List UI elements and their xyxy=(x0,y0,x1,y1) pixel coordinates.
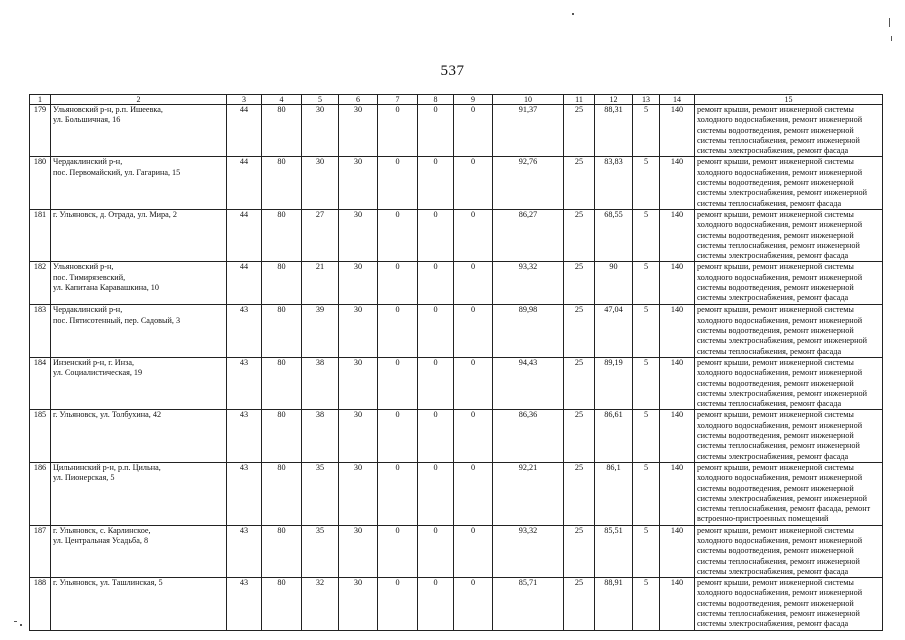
value-c3: 44 xyxy=(227,157,262,209)
value-c4: 80 xyxy=(262,157,302,209)
value-c12: 68,55 xyxy=(595,209,633,261)
row-number: 179 xyxy=(30,105,51,157)
address-line: г. Ульяновск, д. Отрада, ул. Мира, 2 xyxy=(53,209,177,219)
works-line: системы теплоснабжения, ремонт инженерной xyxy=(697,556,860,566)
address-cell xyxy=(51,410,227,462)
value-c7: 0 xyxy=(378,305,418,357)
works-cell xyxy=(695,105,883,157)
value-c8: 0 xyxy=(418,157,454,209)
value-c3: 43 xyxy=(227,525,262,577)
scan-speck xyxy=(572,13,574,15)
value-c10: 94,43 xyxy=(493,357,564,409)
register-table xyxy=(29,94,883,631)
scan-speck xyxy=(14,621,17,622)
works-line: системы электроснабжения, ремонт фасада xyxy=(697,146,849,156)
value-c10: 86,36 xyxy=(493,410,564,462)
value-c9: 0 xyxy=(454,209,493,261)
works-line: системы водоотведения, ремонт инженерной xyxy=(697,178,854,188)
works-line: холодного водоснабжения, ремонт инженерной xyxy=(697,272,863,282)
value-c3: 43 xyxy=(227,462,262,525)
value-c12: 86,61 xyxy=(595,410,633,462)
value-c13: 5 xyxy=(633,305,660,357)
works-line: системы теплоснабжения, ремонт фасада xyxy=(697,198,842,208)
row-number: 185 xyxy=(30,410,51,462)
works-line: системы электроснабжения, ремонт инженерной xyxy=(697,493,867,503)
scan-speck xyxy=(891,36,892,41)
value-c11: 25 xyxy=(564,305,595,357)
value-c6: 30 xyxy=(339,209,378,261)
value-c14: 140 xyxy=(660,157,695,209)
value-c14: 140 xyxy=(660,209,695,261)
works-line: холодного водоснабжения, ремонт инженерной xyxy=(697,315,863,325)
works-line: ремонт крыши, ремонт инженерной системы xyxy=(697,357,854,367)
address-cell xyxy=(51,578,227,630)
value-c7: 0 xyxy=(378,209,418,261)
column-number-4: 4 xyxy=(262,95,302,105)
address-line: пос. Пятисотенный, пер. Садовый, 3 xyxy=(53,315,181,325)
works-line: ремонт крыши, ремонт инженерной системы xyxy=(697,578,854,588)
scan-speck xyxy=(889,18,890,27)
value-c9: 0 xyxy=(454,305,493,357)
column-number-9: 9 xyxy=(454,95,493,105)
value-c10: 92,76 xyxy=(493,157,564,209)
address-cell xyxy=(51,525,227,577)
value-c5: 35 xyxy=(302,525,339,577)
table-row xyxy=(30,462,883,525)
value-c9: 0 xyxy=(454,462,493,525)
value-c11: 25 xyxy=(564,157,595,209)
column-number-7: 7 xyxy=(378,95,418,105)
works-line: системы электроснабжения, ремонт инженерной xyxy=(697,188,867,198)
works-line: холодного водоснабжения, ремонт инженерной xyxy=(697,167,863,177)
value-c9: 0 xyxy=(454,262,493,305)
row-number: 180 xyxy=(30,157,51,209)
value-c7: 0 xyxy=(378,578,418,630)
value-c11: 25 xyxy=(564,462,595,525)
value-c11: 25 xyxy=(564,209,595,261)
value-c5: 38 xyxy=(302,410,339,462)
table-row xyxy=(30,525,883,577)
value-c3: 43 xyxy=(227,410,262,462)
value-c4: 80 xyxy=(262,209,302,261)
works-line: холодного водоснабжения, ремонт инженерной xyxy=(697,115,863,125)
value-c4: 80 xyxy=(262,578,302,630)
works-line: системы водоотведения, ремонт инженерной xyxy=(697,125,854,135)
value-c4: 80 xyxy=(262,410,302,462)
row-number: 184 xyxy=(30,357,51,409)
value-c11: 25 xyxy=(564,410,595,462)
works-cell xyxy=(695,209,883,261)
value-c8: 0 xyxy=(418,262,454,305)
value-c6: 30 xyxy=(339,105,378,157)
address-line: ул. Социалистическая, 19 xyxy=(53,368,143,378)
address-line: Ульяновский р-н, р.п. Ишеевка, xyxy=(53,105,163,114)
value-c13: 5 xyxy=(633,410,660,462)
value-c7: 0 xyxy=(378,462,418,525)
row-number: 182 xyxy=(30,262,51,305)
value-c4: 80 xyxy=(262,305,302,357)
value-c14: 140 xyxy=(660,262,695,305)
works-line: ремонт крыши, ремонт инженерной системы xyxy=(697,209,854,219)
works-line: системы водоотведения, ремонт инженерной xyxy=(697,546,854,556)
value-c5: 38 xyxy=(302,357,339,409)
value-c13: 5 xyxy=(633,578,660,630)
works-line: системы водоотведения, ремонт инженерной xyxy=(697,326,854,336)
value-c4: 80 xyxy=(262,262,302,305)
works-line: ремонт крыши, ремонт инженерной системы xyxy=(697,262,854,272)
value-c11: 25 xyxy=(564,105,595,157)
works-line: ремонт крыши, ремонт инженерной системы xyxy=(697,105,854,114)
works-line: ремонт крыши, ремонт инженерной системы xyxy=(697,305,854,315)
value-c3: 44 xyxy=(227,209,262,261)
value-c9: 0 xyxy=(454,525,493,577)
address-line: ул. Капитана Каравашкина, 10 xyxy=(53,283,159,293)
value-c7: 0 xyxy=(378,157,418,209)
value-c5: 27 xyxy=(302,209,339,261)
value-c14: 140 xyxy=(660,105,695,157)
value-c5: 35 xyxy=(302,462,339,525)
value-c7: 0 xyxy=(378,525,418,577)
value-c6: 30 xyxy=(339,410,378,462)
address-line: пос. Тимирязевский, xyxy=(53,272,126,282)
table-row xyxy=(30,357,883,409)
value-c14: 140 xyxy=(660,462,695,525)
value-c10: 85,71 xyxy=(493,578,564,630)
address-line: ул. Большичная, 16 xyxy=(53,115,121,125)
value-c5: 39 xyxy=(302,305,339,357)
works-line: системы теплоснабжения, ремонт инженерной xyxy=(697,441,860,451)
works-cell xyxy=(695,410,883,462)
value-c4: 80 xyxy=(262,525,302,577)
address-line: Чердаклинский р-н, xyxy=(53,305,123,315)
row-number: 188 xyxy=(30,578,51,630)
column-number-10: 10 xyxy=(493,95,564,105)
value-c7: 0 xyxy=(378,262,418,305)
value-c6: 30 xyxy=(339,525,378,577)
works-line: ремонт крыши, ремонт инженерной системы xyxy=(697,410,854,420)
value-c3: 43 xyxy=(227,578,262,630)
column-number-14: 14 xyxy=(660,95,695,105)
value-c10: 93,32 xyxy=(493,262,564,305)
value-c6: 30 xyxy=(339,357,378,409)
value-c3: 43 xyxy=(227,305,262,357)
works-line: холодного водоснабжения, ремонт инженерной xyxy=(697,588,863,598)
works-cell xyxy=(695,578,883,630)
address-line: ул. Центральная Усадьба, 8 xyxy=(53,535,149,545)
row-number: 186 xyxy=(30,462,51,525)
value-c13: 5 xyxy=(633,462,660,525)
column-number-3: 3 xyxy=(227,95,262,105)
value-c10: 86,27 xyxy=(493,209,564,261)
column-number-12: 12 xyxy=(595,95,633,105)
address-cell xyxy=(51,357,227,409)
value-c3: 43 xyxy=(227,357,262,409)
value-c13: 5 xyxy=(633,262,660,305)
address-cell xyxy=(51,157,227,209)
table-row xyxy=(30,209,883,261)
address-cell xyxy=(51,305,227,357)
value-c12: 86,1 xyxy=(595,462,633,525)
value-c14: 140 xyxy=(660,305,695,357)
address-line: пос. Первомайский, ул. Гагарина, 15 xyxy=(53,167,181,177)
works-line: холодного водоснабжения, ремонт инженерной xyxy=(697,220,863,230)
works-line: системы водоотведения, ремонт инженерной xyxy=(697,431,854,441)
works-line: системы теплоснабжения, ремонт инженерной xyxy=(697,240,860,250)
value-c6: 30 xyxy=(339,462,378,525)
value-c9: 0 xyxy=(454,578,493,630)
address-line: г. Ульяновск, с. Карлинское, xyxy=(53,525,151,535)
table-row xyxy=(30,578,883,630)
works-line: системы электроснабжения, ремонт фасада xyxy=(697,251,849,261)
value-c9: 0 xyxy=(454,157,493,209)
value-c8: 0 xyxy=(418,525,454,577)
value-c12: 90 xyxy=(595,262,633,305)
value-c10: 89,98 xyxy=(493,305,564,357)
column-number-8: 8 xyxy=(418,95,454,105)
row-number: 181 xyxy=(30,209,51,261)
works-line: холодного водоснабжения, ремонт инженерной xyxy=(697,473,863,483)
works-line: системы теплоснабжения, ремонт фасада, ремонт xyxy=(697,504,871,514)
works-line: системы водоотведения, ремонт инженерной xyxy=(697,483,854,493)
value-c13: 5 xyxy=(633,157,660,209)
works-cell xyxy=(695,305,883,357)
works-cell xyxy=(695,525,883,577)
value-c9: 0 xyxy=(454,410,493,462)
scan-speck xyxy=(20,624,22,626)
value-c3: 44 xyxy=(227,105,262,157)
column-number-1: 1 xyxy=(30,95,51,105)
row-number: 187 xyxy=(30,525,51,577)
value-c13: 5 xyxy=(633,525,660,577)
works-line: системы водоотведения, ремонт инженерной xyxy=(697,283,854,293)
value-c8: 0 xyxy=(418,357,454,409)
value-c10: 92,21 xyxy=(493,462,564,525)
table-row xyxy=(30,157,883,209)
works-line: системы водоотведения, ремонт инженерной xyxy=(697,230,854,240)
works-line: системы теплоснабжения, ремонт инженерной xyxy=(697,609,860,619)
works-line: ремонт крыши, ремонт инженерной системы xyxy=(697,157,854,167)
value-c11: 25 xyxy=(564,525,595,577)
column-number-6: 6 xyxy=(339,95,378,105)
address-cell xyxy=(51,105,227,157)
works-line: холодного водоснабжения, ремонт инженерной xyxy=(697,535,863,545)
value-c12: 85,51 xyxy=(595,525,633,577)
value-c9: 0 xyxy=(454,105,493,157)
value-c10: 91,37 xyxy=(493,105,564,157)
works-line: холодного водоснабжения, ремонт инженерной xyxy=(697,420,863,430)
works-line: системы электроснабжения, ремонт фасада xyxy=(697,619,849,629)
value-c7: 0 xyxy=(378,410,418,462)
table-row xyxy=(30,410,883,462)
value-c12: 89,19 xyxy=(595,357,633,409)
value-c9: 0 xyxy=(454,357,493,409)
value-c5: 30 xyxy=(302,105,339,157)
page-number: 537 xyxy=(440,63,465,79)
address-cell xyxy=(51,262,227,305)
value-c11: 25 xyxy=(564,357,595,409)
column-number-5: 5 xyxy=(302,95,339,105)
value-c11: 25 xyxy=(564,578,595,630)
works-line: системы электроснабжения, ремонт инженерной xyxy=(697,336,867,346)
works-cell xyxy=(695,157,883,209)
works-line: системы электроснабжения, ремонт инженерной xyxy=(697,388,867,398)
value-c6: 30 xyxy=(339,305,378,357)
value-c4: 80 xyxy=(262,105,302,157)
address-cell xyxy=(51,209,227,261)
value-c8: 0 xyxy=(418,305,454,357)
address-line: Чердаклинский р-н, xyxy=(53,157,123,167)
value-c13: 5 xyxy=(633,105,660,157)
value-c5: 21 xyxy=(302,262,339,305)
value-c12: 88,91 xyxy=(595,578,633,630)
works-line: системы теплоснабжения, ремонт инженерной xyxy=(697,135,860,145)
works-line: системы электроснабжения, ремонт фасада xyxy=(697,293,849,303)
header-row xyxy=(30,95,883,105)
column-number-13: 13 xyxy=(633,95,660,105)
works-line: ремонт крыши, ремонт инженерной системы xyxy=(697,525,854,535)
value-c3: 44 xyxy=(227,262,262,305)
value-c12: 83,83 xyxy=(595,157,633,209)
address-line: г. Ульяновск, ул. Ташлинская, 5 xyxy=(53,578,163,588)
column-number-2: 2 xyxy=(51,95,227,105)
value-c7: 0 xyxy=(378,105,418,157)
value-c12: 47,04 xyxy=(595,305,633,357)
address-line: г. Ульяновск, ул. Толбухина, 42 xyxy=(53,410,162,420)
table-row xyxy=(30,305,883,357)
column-number-11: 11 xyxy=(564,95,595,105)
address-line: Инзенский р-н, г. Инза, xyxy=(53,357,134,367)
value-c14: 140 xyxy=(660,357,695,409)
value-c8: 0 xyxy=(418,578,454,630)
works-line: системы водоотведения, ремонт инженерной xyxy=(697,598,854,608)
column-number-15: 15 xyxy=(695,95,883,105)
value-c4: 80 xyxy=(262,462,302,525)
value-c11: 25 xyxy=(564,262,595,305)
value-c5: 30 xyxy=(302,157,339,209)
value-c7: 0 xyxy=(378,357,418,409)
value-c8: 0 xyxy=(418,105,454,157)
value-c8: 0 xyxy=(418,209,454,261)
address-cell xyxy=(51,462,227,525)
works-line: системы теплоснабжения, ремонт фасада xyxy=(697,399,842,409)
works-cell xyxy=(695,357,883,409)
works-line: системы электроснабжения, ремонт фасада xyxy=(697,451,849,461)
value-c13: 5 xyxy=(633,209,660,261)
value-c12: 88,31 xyxy=(595,105,633,157)
value-c8: 0 xyxy=(418,462,454,525)
works-line: системы водоотведения, ремонт инженерной xyxy=(697,378,854,388)
works-line: встроенно-пристроенных помещений xyxy=(697,514,829,524)
table-row xyxy=(30,262,883,305)
value-c10: 93,32 xyxy=(493,525,564,577)
table-row xyxy=(30,105,883,157)
row-number: 183 xyxy=(30,305,51,357)
value-c8: 0 xyxy=(418,410,454,462)
value-c4: 80 xyxy=(262,357,302,409)
works-line: системы теплоснабжения, ремонт фасада xyxy=(697,346,842,356)
value-c6: 30 xyxy=(339,157,378,209)
address-line: ул. Пионерская, 5 xyxy=(53,473,115,483)
works-line: ремонт крыши, ремонт инженерной системы xyxy=(697,462,854,472)
works-cell xyxy=(695,462,883,525)
value-c6: 30 xyxy=(339,578,378,630)
works-line: холодного водоснабжения, ремонт инженерной xyxy=(697,368,863,378)
address-line: Цильнинский р-н, р.п. Цильна, xyxy=(53,462,161,472)
value-c13: 5 xyxy=(633,357,660,409)
value-c5: 32 xyxy=(302,578,339,630)
value-c6: 30 xyxy=(339,262,378,305)
value-c14: 140 xyxy=(660,525,695,577)
works-cell xyxy=(695,262,883,305)
address-line: Ульяновский р-н, xyxy=(53,262,114,272)
value-c14: 140 xyxy=(660,410,695,462)
works-line: системы электроснабжения, ремонт фасада xyxy=(697,566,849,576)
value-c14: 140 xyxy=(660,578,695,630)
